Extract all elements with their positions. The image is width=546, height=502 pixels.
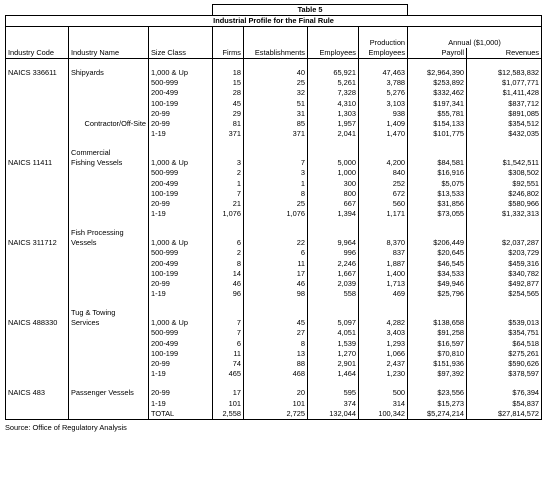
industry-code — [6, 328, 69, 338]
payroll-value: $151,936 — [408, 359, 467, 369]
size-class: 1-19 — [149, 209, 213, 219]
establishments-value: 20 — [244, 388, 308, 398]
revenues-value: $354,512 — [467, 119, 542, 129]
industry-code — [6, 339, 69, 349]
table-row — [6, 228, 542, 248]
size-class: 200-499 — [149, 259, 213, 269]
establishments-value: 468 — [244, 369, 308, 379]
establishments-value: 51 — [244, 99, 308, 109]
employees-value: 1,000 — [308, 168, 359, 178]
employees-value: 7,328 — [308, 88, 359, 98]
table-row — [6, 119, 542, 129]
size-class: 20-99 — [149, 119, 213, 129]
establishments-value: 31 — [244, 109, 308, 119]
table-row — [6, 388, 542, 398]
firms-value: 18 — [213, 68, 244, 78]
establishments-value: 101 — [244, 399, 308, 409]
revenues-value: $459,316 — [467, 259, 542, 269]
industry-code — [6, 349, 69, 359]
payroll-value: $84,581 — [408, 148, 467, 168]
table-row — [6, 349, 542, 359]
industry-name-line: Tug & Towing — [71, 308, 116, 318]
size-class: 1-19 — [149, 129, 213, 139]
production-employees-value: 8,370 — [359, 228, 408, 248]
industry-code — [6, 399, 69, 409]
size-class: 1-19 — [149, 369, 213, 379]
payroll-value: $5,075 — [408, 179, 467, 189]
table-row — [6, 279, 542, 289]
payroll-value: $73,055 — [408, 209, 467, 219]
revenues-value: $1,542,511 — [467, 148, 542, 168]
industry-code — [6, 189, 69, 199]
production-employees-value: 1,713 — [359, 279, 408, 289]
establishments-value: 8 — [244, 339, 308, 349]
industry-code — [6, 119, 69, 129]
table-row — [6, 189, 542, 199]
industry-code — [6, 289, 69, 299]
employees-value: 1,303 — [308, 109, 359, 119]
production-employees-value: 2,437 — [359, 359, 408, 369]
production-employees-value: 1,409 — [359, 119, 408, 129]
employees-value: 5,000 — [308, 148, 359, 168]
table-row — [6, 148, 542, 168]
revenues-value: $340,782 — [467, 269, 542, 279]
revenues-value: $2,037,287 — [467, 228, 542, 248]
production-employees-value: 560 — [359, 199, 408, 209]
payroll-value: $25,796 — [408, 289, 467, 299]
table-row — [6, 248, 542, 258]
firms-value: 465 — [213, 369, 244, 379]
industry-name — [69, 228, 149, 248]
employees-value: 558 — [308, 289, 359, 299]
revenues-value: $12,583,832 — [467, 68, 542, 78]
table-row — [6, 99, 542, 109]
production-employees-value: 1,066 — [359, 349, 408, 359]
establishments-value: 98 — [244, 289, 308, 299]
industry-code — [6, 359, 69, 369]
revenues-value: $308,502 — [467, 168, 542, 178]
table-row — [6, 289, 542, 299]
industry-name-line: Commercial — [71, 148, 111, 158]
column-header: Payroll — [408, 48, 467, 59]
production-employees-value: 469 — [359, 289, 408, 299]
payroll-value: $154,133 — [408, 119, 467, 129]
size-class: 500-999 — [149, 168, 213, 178]
industry-name-line: Fishing Vessels — [71, 158, 123, 168]
firms-value: 15 — [213, 78, 244, 88]
production-employees-value: 1,293 — [359, 339, 408, 349]
firms-value: 11 — [213, 349, 244, 359]
establishments-value: 13 — [244, 349, 308, 359]
firms-value: 74 — [213, 359, 244, 369]
employees-value: 800 — [308, 189, 359, 199]
employees-value: 300 — [308, 179, 359, 189]
production-employees-total: 100,342 — [359, 409, 408, 420]
establishments-value: 1 — [244, 179, 308, 189]
industry-code — [6, 88, 69, 98]
production-employees-value: 840 — [359, 168, 408, 178]
table-number: Table 5 — [213, 5, 408, 16]
revenues-value: $275,261 — [467, 349, 542, 359]
payroll-value: $138,658 — [408, 308, 467, 328]
establishments-value: 25 — [244, 199, 308, 209]
payroll-value: $31,856 — [408, 199, 467, 209]
establishments-value: 371 — [244, 129, 308, 139]
industry-name: Contractor/Off-Site — [69, 119, 149, 129]
production-employees-value: 4,282 — [359, 308, 408, 328]
table-row — [6, 209, 542, 219]
industrial-profile-table — [5, 4, 542, 420]
payroll-value: $332,462 — [408, 88, 467, 98]
size-class: 500-999 — [149, 248, 213, 258]
industry-name-line: Services — [71, 318, 100, 328]
establishments-value: 85 — [244, 119, 308, 129]
payroll-value: $206,449 — [408, 228, 467, 248]
production-employees-value: 3,103 — [359, 99, 408, 109]
revenues-value: $64,518 — [467, 339, 542, 349]
employees-value: 5,261 — [308, 78, 359, 88]
size-class: 1-19 — [149, 399, 213, 409]
revenues-value: $254,565 — [467, 289, 542, 299]
size-class: 1,000 & Up — [149, 68, 213, 78]
employees-value: 2,039 — [308, 279, 359, 289]
establishments-value: 6 — [244, 248, 308, 258]
table-row — [6, 68, 542, 78]
table-row — [6, 399, 542, 409]
establishments-value: 7 — [244, 148, 308, 168]
revenues-value: $378,597 — [467, 369, 542, 379]
column-header: Revenues — [467, 48, 542, 59]
firms-value: 7 — [213, 189, 244, 199]
table-row — [6, 129, 542, 139]
table-title: Industrial Profile for the Final Rule — [6, 16, 542, 27]
industry-code — [6, 99, 69, 109]
production-employees-value: 1,230 — [359, 369, 408, 379]
table-row — [6, 259, 542, 269]
size-class: 1,000 & Up — [149, 308, 213, 328]
revenues-total: $27,814,572 — [467, 409, 542, 420]
table-row — [6, 109, 542, 119]
employees-value: 65,921 — [308, 68, 359, 78]
revenues-value: $837,712 — [467, 99, 542, 109]
establishments-value: 25 — [244, 78, 308, 88]
size-class: 100-199 — [149, 99, 213, 109]
revenues-value: $246,802 — [467, 189, 542, 199]
payroll-value: $23,556 — [408, 388, 467, 398]
employees-value: 1,270 — [308, 349, 359, 359]
production-employees-value: 4,200 — [359, 148, 408, 168]
size-class: 200-499 — [149, 88, 213, 98]
payroll-value: $101,775 — [408, 129, 467, 139]
establishments-value: 11 — [244, 259, 308, 269]
revenues-value: $539,013 — [467, 308, 542, 328]
industry-code: NAICS 488330 — [6, 308, 69, 328]
column-header: Size Class — [149, 48, 213, 59]
firms-value: 6 — [213, 228, 244, 248]
size-class: 100-199 — [149, 189, 213, 199]
revenues-value: $1,411,428 — [467, 88, 542, 98]
table-row — [6, 359, 542, 369]
revenues-value: $54,837 — [467, 399, 542, 409]
production-employees-value: 1,171 — [359, 209, 408, 219]
payroll-value: $55,781 — [408, 109, 467, 119]
industry-code: NAICS 336611 — [6, 68, 69, 78]
revenues-value: $76,394 — [467, 388, 542, 398]
spreadsheet-sheet — [5, 4, 541, 432]
establishments-value: 32 — [244, 88, 308, 98]
firms-value: 6 — [213, 339, 244, 349]
column-header: Employees — [308, 48, 359, 59]
firms-value: 2 — [213, 168, 244, 178]
employees-value: 4,051 — [308, 328, 359, 338]
production-employees-value: 1,470 — [359, 129, 408, 139]
payroll-value: $70,810 — [408, 349, 467, 359]
employees-value: 5,097 — [308, 308, 359, 328]
column-header: Industry Code — [6, 48, 69, 59]
column-header: Employees — [359, 48, 408, 59]
size-class: 20-99 — [149, 199, 213, 209]
size-class: 500-999 — [149, 328, 213, 338]
industry-name: Shipyards — [69, 68, 149, 78]
establishments-value: 1,076 — [244, 209, 308, 219]
revenues-value: $92,551 — [467, 179, 542, 189]
employees-value: 1,464 — [308, 369, 359, 379]
industry-code — [6, 369, 69, 379]
table-row — [6, 369, 542, 379]
industry-code: NAICS 483 — [6, 388, 69, 398]
industry-code — [6, 279, 69, 289]
establishments-value: 3 — [244, 168, 308, 178]
employees-value: 996 — [308, 248, 359, 258]
establishments-value: 22 — [244, 228, 308, 248]
revenues-value: $580,966 — [467, 199, 542, 209]
revenues-value: $203,729 — [467, 248, 542, 258]
firms-value: 101 — [213, 399, 244, 409]
production-employees-value: 3,788 — [359, 78, 408, 88]
table-row — [6, 339, 542, 349]
industry-name-line: Vessels — [71, 238, 97, 248]
firms-value: 371 — [213, 129, 244, 139]
employees-value: 1,957 — [308, 119, 359, 129]
firms-value: 1 — [213, 179, 244, 189]
firms-value: 28 — [213, 88, 244, 98]
production-employees-value: 837 — [359, 248, 408, 258]
establishments-value: 40 — [244, 68, 308, 78]
table-row — [6, 179, 542, 189]
production-employees-value: 938 — [359, 109, 408, 119]
firms-value: 17 — [213, 388, 244, 398]
industry-name: Passenger Vessels — [69, 388, 149, 398]
revenues-value: $891,085 — [467, 109, 542, 119]
employees-value: 1,539 — [308, 339, 359, 349]
establishments-value: 27 — [244, 328, 308, 338]
size-class: 20-99 — [149, 359, 213, 369]
employees-value: 1,667 — [308, 269, 359, 279]
firms-value: 8 — [213, 259, 244, 269]
firms-value: 7 — [213, 328, 244, 338]
industry-code — [6, 78, 69, 88]
production-employees-value: 47,463 — [359, 68, 408, 78]
table-row — [6, 269, 542, 279]
size-class: 500-999 — [149, 78, 213, 88]
industry-code — [6, 129, 69, 139]
industry-code — [6, 109, 69, 119]
employees-total: 132,044 — [308, 409, 359, 420]
source-note: Source: Office of Regulatory Analysis — [5, 423, 127, 433]
column-header: Firms — [213, 48, 244, 59]
size-class: 1,000 & Up — [149, 148, 213, 168]
size-class: 100-199 — [149, 349, 213, 359]
firms-value: 7 — [213, 308, 244, 328]
production-employees-value: 500 — [359, 388, 408, 398]
payroll-value: $97,392 — [408, 369, 467, 379]
firms-total: 2,558 — [213, 409, 244, 420]
revenues-value: $432,035 — [467, 129, 542, 139]
industry-name — [69, 308, 149, 328]
industry-code: NAICS 11411 — [6, 148, 69, 168]
payroll-value: $49,946 — [408, 279, 467, 289]
table-row — [6, 199, 542, 209]
employees-value: 2,041 — [308, 129, 359, 139]
production-employees-value: 672 — [359, 189, 408, 199]
payroll-value: $34,533 — [408, 269, 467, 279]
employees-value: 374 — [308, 399, 359, 409]
firms-value: 81 — [213, 119, 244, 129]
industry-code — [6, 199, 69, 209]
size-class: 20-99 — [149, 388, 213, 398]
establishments-total: 2,725 — [244, 409, 308, 420]
production-employees-value: 5,276 — [359, 88, 408, 98]
employees-value: 2,901 — [308, 359, 359, 369]
payroll-value: $91,258 — [408, 328, 467, 338]
payroll-value: $13,533 — [408, 189, 467, 199]
firms-value: 21 — [213, 199, 244, 209]
employees-value: 595 — [308, 388, 359, 398]
firms-value: 14 — [213, 269, 244, 279]
firms-value: 29 — [213, 109, 244, 119]
payroll-value: $15,273 — [408, 399, 467, 409]
production-employees-value: 3,403 — [359, 328, 408, 338]
annual-header: Annual ($1,000) — [408, 38, 542, 48]
revenues-value: $1,077,771 — [467, 78, 542, 88]
revenues-value: $1,332,313 — [467, 209, 542, 219]
payroll-value: $197,341 — [408, 99, 467, 109]
size-class: 20-99 — [149, 109, 213, 119]
payroll-total: $5,274,214 — [408, 409, 467, 420]
industry-name-line: Fish Processing — [71, 228, 124, 238]
employees-value: 9,964 — [308, 228, 359, 248]
table-row — [6, 328, 542, 338]
column-header: Industry Name — [69, 48, 149, 59]
firms-value: 45 — [213, 99, 244, 109]
production-employees-value: 252 — [359, 179, 408, 189]
industry-code — [6, 259, 69, 269]
revenues-value: $492,877 — [467, 279, 542, 289]
revenues-value: $590,626 — [467, 359, 542, 369]
establishments-value: 17 — [244, 269, 308, 279]
table-row — [6, 78, 542, 88]
firms-value: 1,076 — [213, 209, 244, 219]
establishments-value: 8 — [244, 189, 308, 199]
industry-code — [6, 209, 69, 219]
payroll-value: $253,892 — [408, 78, 467, 88]
total-label: TOTAL — [149, 409, 213, 420]
payroll-value: $46,545 — [408, 259, 467, 269]
industry-code — [6, 179, 69, 189]
firms-value: 3 — [213, 148, 244, 168]
production-header: Production — [359, 38, 408, 48]
industry-name — [69, 148, 149, 168]
column-header: Establishments — [244, 48, 308, 59]
payroll-value: $2,964,390 — [408, 68, 467, 78]
employees-value: 667 — [308, 199, 359, 209]
firms-value: 96 — [213, 289, 244, 299]
total-row — [6, 409, 542, 420]
firms-value: 46 — [213, 279, 244, 289]
revenues-value: $354,751 — [467, 328, 542, 338]
payroll-value: $16,597 — [408, 339, 467, 349]
employees-value: 1,394 — [308, 209, 359, 219]
firms-value: 2 — [213, 248, 244, 258]
size-class: 100-199 — [149, 269, 213, 279]
production-employees-value: 1,887 — [359, 259, 408, 269]
industry-code — [6, 269, 69, 279]
establishments-value: 88 — [244, 359, 308, 369]
employees-value: 2,246 — [308, 259, 359, 269]
table-row — [6, 88, 542, 98]
production-employees-value: 314 — [359, 399, 408, 409]
industry-code — [6, 168, 69, 178]
establishments-value: 46 — [244, 279, 308, 289]
production-employees-value: 1,400 — [359, 269, 408, 279]
table-row — [6, 168, 542, 178]
payroll-value: $20,645 — [408, 248, 467, 258]
size-class: 200-499 — [149, 339, 213, 349]
industry-code: NAICS 311712 — [6, 228, 69, 248]
employees-value: 4,310 — [308, 99, 359, 109]
size-class: 200-499 — [149, 179, 213, 189]
size-class: 20-99 — [149, 279, 213, 289]
size-class: 1,000 & Up — [149, 228, 213, 248]
establishments-value: 45 — [244, 308, 308, 328]
table-row — [6, 308, 542, 328]
industry-code — [6, 248, 69, 258]
size-class: 1-19 — [149, 289, 213, 299]
payroll-value: $16,916 — [408, 168, 467, 178]
